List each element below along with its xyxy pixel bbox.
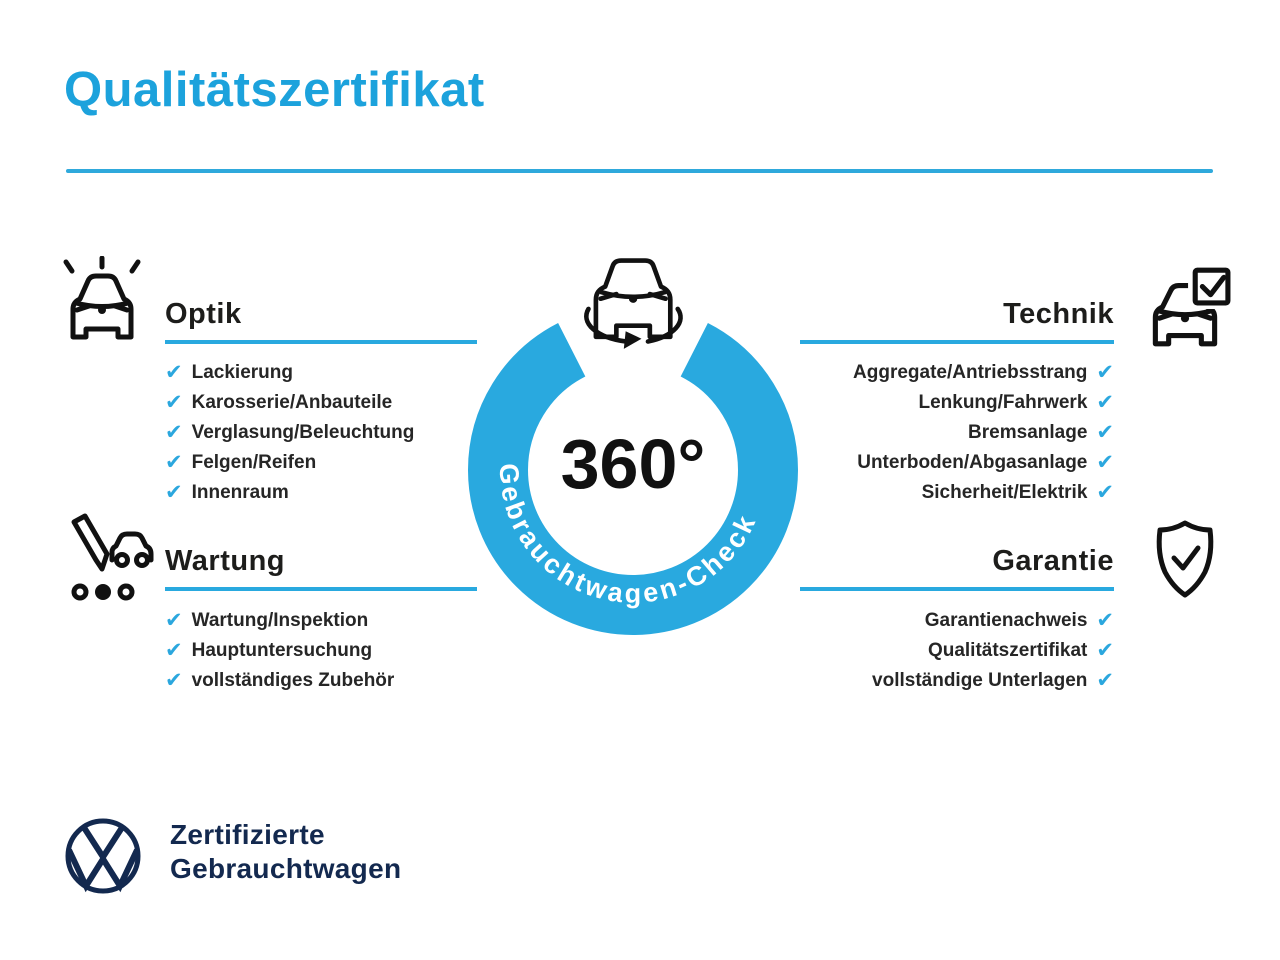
checklist-item [800,606,1114,636]
checklist-item-label: vollständiges Zubehör [191,670,395,691]
page-title: Qualitätszertifikat [64,63,485,117]
checklist-item-label: Garantienachweis [924,610,1088,631]
checklist-item [800,418,1114,448]
ring-label: Gebrauchtwagen-Check [493,462,763,609]
brand-text [170,818,401,886]
check-icon: ✔ [165,420,183,444]
garantie-header: Garantie [800,545,1114,591]
car-checkbox-icon [1138,264,1232,352]
wartung-header: Wartung [165,545,477,591]
checklist-item-label: Sicherheit/Elektrik [921,482,1088,503]
brand-line-1: Zertifizierte [170,819,325,850]
360-check-badge [440,245,820,645]
checklist-item [165,448,477,478]
car-rotate-360-icon [586,261,680,349]
check-icon: ✔ [1096,450,1114,474]
check-icon: ✔ [165,480,183,504]
degree-value: 360° [560,425,706,503]
checklist-item-label: Hauptuntersuchung [191,640,373,661]
check-icon: ✔ [165,608,183,632]
checklist-item [165,478,477,508]
check-icon: ✔ [165,668,183,692]
checklist-item [800,636,1114,666]
vw-logo [64,817,142,895]
check-icon: ✔ [1096,390,1114,414]
shield-check-icon [1150,519,1220,601]
checklist-item-label: Karosserie/Anbauteile [191,392,393,413]
garantie-checklist [800,606,1114,696]
check-icon: ✔ [1096,420,1114,444]
checklist-item [800,666,1114,696]
check-icon: ✔ [165,638,183,662]
check-icon: ✔ [1096,608,1114,632]
checklist-item-label: Qualitätszertifikat [927,640,1088,661]
car-shine-icon [52,256,152,350]
checklist-item [165,388,477,418]
technik-checklist [800,358,1114,508]
pencil-car-icon [58,512,154,608]
check-icon: ✔ [1096,668,1114,692]
wartung-checklist [165,606,477,696]
checklist-item-label: Unterboden/Abgasanlage [857,452,1088,473]
checklist-item-label: Bremsanlage [968,422,1088,443]
checklist-item [165,636,477,666]
header-rule [66,169,1213,173]
checklist-item-label: Felgen/Reifen [191,452,317,473]
checklist-item [165,358,477,388]
optik-header: Optik [165,298,477,344]
checklist-item [800,358,1114,388]
checklist-item [800,478,1114,508]
checklist-item-label: Verglasung/Beleuchtung [191,422,415,443]
check-icon: ✔ [1096,360,1114,384]
checklist-item [165,666,477,696]
check-icon: ✔ [165,360,183,384]
checklist-item [800,388,1114,418]
checklist-item [165,606,477,636]
checklist-item [165,418,477,448]
optik-checklist [165,358,477,508]
checklist-item [800,448,1114,478]
brand-line-2: Gebrauchtwagen [170,853,402,884]
checklist-item-label: Wartung/Inspektion [191,610,369,631]
check-icon: ✔ [1096,480,1114,504]
checklist-item-label: Aggregate/Antriebsstrang [853,362,1088,383]
check-icon: ✔ [165,390,183,414]
checklist-item-label: Innenraum [191,482,289,503]
checklist-item-label: vollständige Unterlagen [872,670,1088,691]
checklist-item-label: Lenkung/Fahrwerk [918,392,1088,413]
technik-header: Technik [800,298,1114,344]
checklist-item-label: Lackierung [191,362,293,383]
check-icon: ✔ [165,450,183,474]
check-icon: ✔ [1096,638,1114,662]
